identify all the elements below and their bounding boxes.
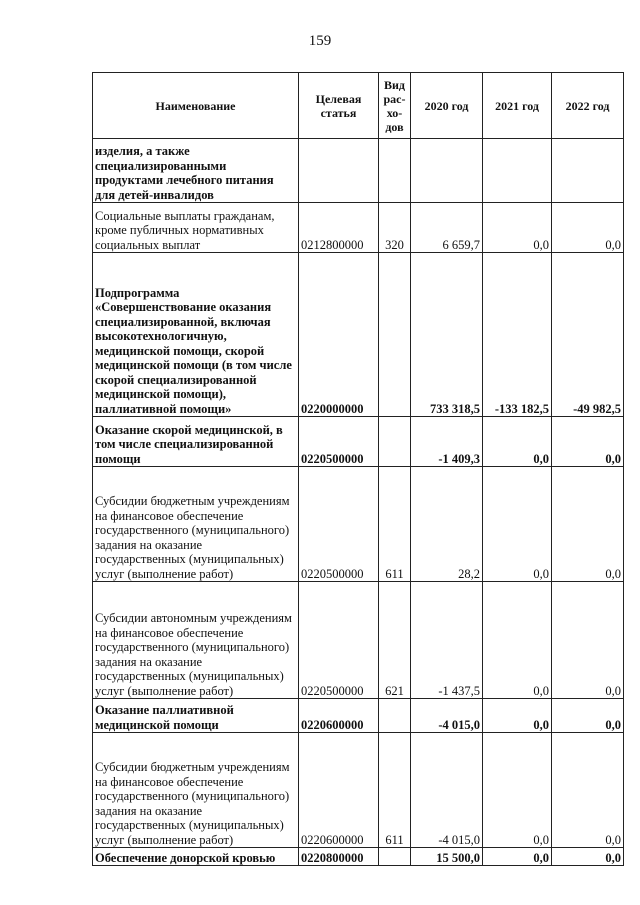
- cell-type: 611: [379, 467, 411, 582]
- cell-code: 0220600000: [299, 699, 379, 733]
- cell-code: 0220500000: [299, 417, 379, 467]
- cell-code: 0220500000: [299, 467, 379, 582]
- cell-2020: -1 437,5: [411, 582, 483, 699]
- cell-type: [379, 139, 411, 203]
- cell-name: Оказание скорой медицинской, в том числе специализированной помощи: [93, 417, 299, 467]
- cell-name: Социальные выплаты гражданам, кроме публичных нормативных социальных выплат: [93, 203, 299, 253]
- table-header-row: [93, 73, 624, 139]
- cell-2022: [552, 139, 624, 203]
- cell-2022: 0,0: [552, 203, 624, 253]
- cell-2022: 0,0: [552, 467, 624, 582]
- cell-type: [379, 417, 411, 467]
- cell-2020: 28,2: [411, 467, 483, 582]
- cell-name: Оказание паллиативной медицинской помощи: [93, 699, 299, 733]
- cell-type: 320: [379, 203, 411, 253]
- table-row: [93, 848, 624, 866]
- cell-name: Субсидии бюджетным учреждениям на финансовое обеспечение государственного (муниципального) задания на оказание государственных (муниципальных) услуг (выполнение работ): [93, 467, 299, 582]
- cell-2022: 0,0: [552, 733, 624, 848]
- table-row: [93, 203, 624, 253]
- cell-2021: [483, 139, 552, 203]
- cell-name: Субсидии автономным учреждениям на финансовое обеспечение государственного (муниципального) задания на оказание государственных (муниципальных) услуг (выполнение работ): [93, 582, 299, 699]
- cell-2021: 0,0: [483, 699, 552, 733]
- header-2022: 2022 год: [552, 73, 624, 139]
- cell-2020: -1 409,3: [411, 417, 483, 467]
- table-row: [93, 582, 624, 699]
- cell-type: [379, 253, 411, 417]
- cell-type: [379, 848, 411, 866]
- table-row: [93, 467, 624, 582]
- page-number: 159: [308, 33, 332, 49]
- cell-2021: 0,0: [483, 467, 552, 582]
- cell-2022: 0,0: [552, 699, 624, 733]
- cell-2021: 0,0: [483, 733, 552, 848]
- table-row: [93, 733, 624, 848]
- cell-2020: -4 015,0: [411, 699, 483, 733]
- cell-type: 611: [379, 733, 411, 848]
- cell-2021: 0,0: [483, 417, 552, 467]
- cell-2022: -49 982,5: [552, 253, 624, 417]
- cell-2020: -4 015,0: [411, 733, 483, 848]
- cell-code: 0220500000: [299, 582, 379, 699]
- cell-name: Подпрограмма «Совершенствование оказания специализированной, включая высокотехнологичную, медицинской помощи, скорой медицинской помощи (в том числе скорой специализированной медицинской помощи), паллиативной помощи»: [93, 253, 299, 417]
- budget-table: [92, 72, 624, 866]
- cell-2022: 0,0: [552, 848, 624, 866]
- table-row: [93, 139, 624, 203]
- header-2020: 2020 год: [411, 73, 483, 139]
- header-name: Наименование: [93, 73, 299, 139]
- cell-2021: 0,0: [483, 582, 552, 699]
- cell-2020: 733 318,5: [411, 253, 483, 417]
- cell-2020: [411, 139, 483, 203]
- cell-2021: 0,0: [483, 203, 552, 253]
- cell-type: [379, 699, 411, 733]
- cell-2022: 0,0: [552, 417, 624, 467]
- table-row: [93, 253, 624, 417]
- cell-2021: 0,0: [483, 848, 552, 866]
- cell-name: изделия, а также специализированными продуктами лечебного питания для детей-инвалидов: [93, 139, 299, 203]
- table-row: [93, 417, 624, 467]
- cell-name: Субсидии бюджетным учреждениям на финансовое обеспечение государственного (муниципального) задания на оказание государственных (муниципальных) услуг (выполнение работ): [93, 733, 299, 848]
- cell-2020: 15 500,0: [411, 848, 483, 866]
- header-type: Вид рас-хо-дов: [379, 73, 411, 139]
- cell-2021: -133 182,5: [483, 253, 552, 417]
- table-row: [93, 699, 624, 733]
- cell-type: 621: [379, 582, 411, 699]
- header-code: Целевая статья: [299, 73, 379, 139]
- cell-code: 0220000000: [299, 253, 379, 417]
- cell-code: [299, 139, 379, 203]
- header-2021: 2021 год: [483, 73, 552, 139]
- cell-code: 0220600000: [299, 733, 379, 848]
- cell-code: 0212800000: [299, 203, 379, 253]
- cell-name: Обеспечение донорской кровью: [93, 848, 299, 866]
- cell-2020: 6 659,7: [411, 203, 483, 253]
- cell-2022: 0,0: [552, 582, 624, 699]
- cell-code: 0220800000: [299, 848, 379, 866]
